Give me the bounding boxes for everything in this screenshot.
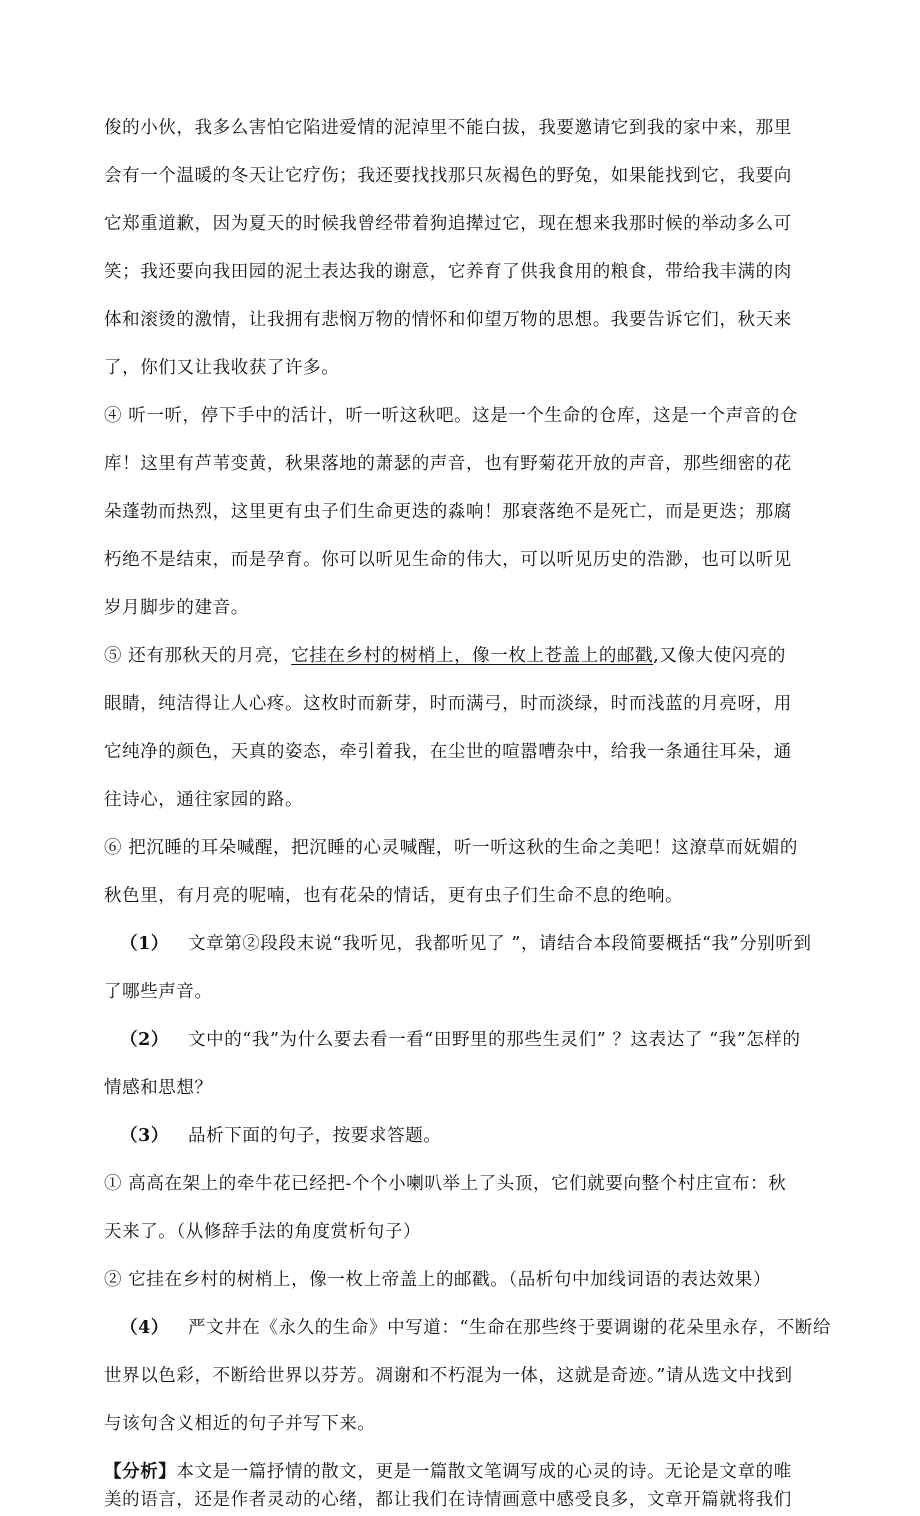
question-3 bbox=[120, 1124, 441, 1148]
analysis-line bbox=[104, 1460, 792, 1484]
analysis-text: 本文是一篇抒情的散文，更是一篇散文笔调写成的心灵的诗。无论是文章的唯 bbox=[176, 1462, 792, 1482]
question-4 bbox=[120, 1316, 831, 1340]
question-line: ① 高高在架上的牵牛花已经把-个个小喇叭举上了头顶，它们就要向整个村庄宣布：秋 bbox=[104, 1174, 787, 1194]
paragraph-text: ,又像大使闪亮的 bbox=[653, 646, 787, 666]
paragraph-line: 了，你们又让我收获了许多。 bbox=[104, 358, 340, 378]
paragraph-line: 眼睛，纯洁得让人心疼。这枚时而新芽，时而满弓，时而淡绿，时而浅蓝的月亮呀，用 bbox=[104, 694, 792, 714]
question-line: 天来了。（从修辞手法的角度赏析句子） bbox=[104, 1222, 422, 1242]
paragraph-line: ④ 听一听，停下手中的活计，听一听这秋吧。这是一个生命的仓库，这是一个声音的仓 bbox=[104, 406, 798, 426]
paragraph-line: 笑；我还要向我田园的泥土表达我的谢意，它养育了供我食用的粮食，带给我丰满的肉 bbox=[104, 262, 792, 282]
paragraph-line bbox=[104, 644, 786, 668]
paragraph-line: ⑥ 把沉睡的耳朵喊醒，把沉睡的心灵喊醒，听一听这秋的生命之美吧！这潦草而妩媚的 bbox=[104, 838, 798, 858]
paragraph-line: 秋色里，有月亮的呢喃，也有花朵的情话，更有虫子们生命不息的绝响。 bbox=[104, 886, 684, 906]
paragraph-line: 朵蓬勃而热烈，这里更有虫子们生命更迭的淼响！那衰落绝不是死亡，而是更迭；那腐 bbox=[104, 502, 792, 522]
question-line: ② 它挂在乡村的树梢上，像一枚上帝盖上的邮戳。（品析句中加线词语的表达效果） bbox=[104, 1270, 772, 1290]
question-line: 情感和思想？ bbox=[104, 1078, 213, 1098]
question-number: （1） bbox=[120, 934, 169, 954]
analysis-label: 【分析】 bbox=[104, 1462, 177, 1482]
paragraph-line: 往诗心，通往家园的路。 bbox=[104, 790, 304, 810]
underlined-sentence: 它挂在乡村的树梢上，像一枚上苍盖上的邮戳 bbox=[291, 646, 654, 666]
paragraph-line: 岁月脚步的建音。 bbox=[104, 598, 249, 618]
question-text: 文章第②段段末说“我听见，我都听见了 ”，请结合本段简要概括“我”分别听到 bbox=[188, 934, 812, 954]
paragraph-line: 会有一个温暖的冬天让它疗伤；我还要找找那只灰褐色的野兔，如果能找到它，我要向 bbox=[104, 166, 792, 186]
question-line: 世界以色彩，不断给世界以芬芳。凋谢和不朽混为一体，这就是奇迹。”请从选文中找到 bbox=[104, 1366, 793, 1386]
paragraph-line: 库！这里有芦苇变黄，秋果落地的萧瑟的声音，也有野菊花开放的声音，那些细密的花 bbox=[104, 454, 792, 474]
question-1 bbox=[120, 932, 812, 956]
question-text: 文中的“我”为什么要去看一看“田野里的那些生灵们” ？这表达了 “我”怎样的 bbox=[188, 1030, 801, 1050]
paragraph-line: 俊的小伙，我多么害怕它陷进爱情的泥淖里不能白拔，我要邀请它到我的家中来，那里 bbox=[104, 118, 792, 138]
question-text: 严文井在《永久的生命》中写道：“生命在那些终于要调谢的花朵里永存，不断给 bbox=[188, 1318, 832, 1338]
paragraph-line: 它纯净的颜色，天真的姿态，牵引着我，在尘世的喧嚣嘈杂中，给我一条通往耳朵，通 bbox=[104, 742, 792, 762]
paragraph-text: ⑤ 还有那秋天的月亮， bbox=[104, 646, 292, 666]
paragraph-line: 体和滚烫的激情，让我拥有悲悯万物的情怀和仰望万物的思想。我要告诉它们，秋天来 bbox=[104, 310, 792, 330]
question-number: （4） bbox=[120, 1318, 169, 1338]
question-line: 了哪些声音。 bbox=[104, 982, 213, 1002]
question-2 bbox=[120, 1028, 801, 1052]
question-number: （2） bbox=[120, 1030, 169, 1050]
question-number: （3） bbox=[120, 1126, 169, 1146]
question-text: 品析下面的句子，按要求答题。 bbox=[188, 1126, 442, 1146]
question-line: 与该句含义相近的句子并写下来。 bbox=[104, 1414, 376, 1434]
analysis-line: 美的语言，还是作者灵动的心绪，都让我们在诗情画意中感受良多，文章开篇就将我们 bbox=[104, 1490, 792, 1510]
paragraph-line: 朽绝不是结束，而是孕育。你可以听见生命的伟大，可以听见历史的浩渺，也可以听见 bbox=[104, 550, 792, 570]
paragraph-line: 它郑重道歉，因为夏天的时候我曾经带着狗追撵过它，现在想来我那时候的举动多么可 bbox=[104, 214, 792, 234]
